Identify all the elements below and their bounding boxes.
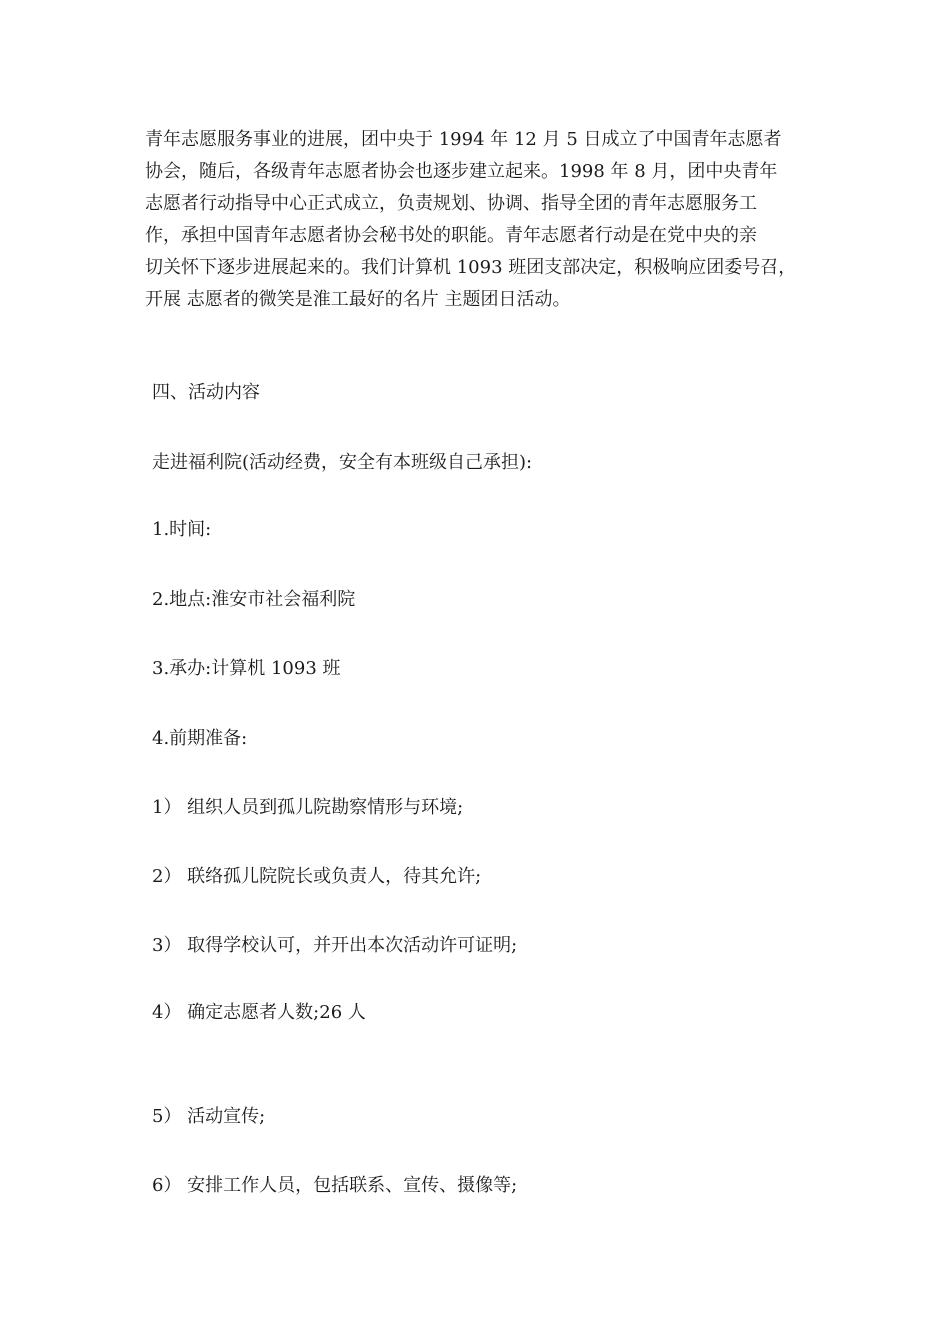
activity-subheading: 走进福利院(活动经费，安全有本班级自己承担):	[152, 452, 533, 473]
intro-paragraph	[145, 124, 835, 316]
section-heading: 四、活动内容	[152, 382, 260, 403]
prep-step-6: 6） 安排工作人员，包括联系、宣传、摄像等;	[152, 1175, 518, 1196]
prep-step-1: 1） 组织人员到孤儿院勘察情形与环境;	[152, 797, 464, 818]
prep-step-4: 4） 确定志愿者人数;26 人	[152, 1002, 366, 1023]
intro-line-6: 开展 志愿者的微笑是淮工最好的名片 主题团日活动。	[145, 289, 571, 310]
intro-line-5: 切关怀下逐步进展起来的。我们计算机 1093 班团支部决定，积极响应团委号召，	[145, 257, 797, 278]
intro-line-4: 作，承担中国青年志愿者协会秘书处的职能。青年志愿者行动是在党中央的亲	[145, 225, 757, 246]
intro-line-2: 协会，随后，各级青年志愿者协会也逐步建立起来。1998 年 8 月，团中央青年	[145, 161, 778, 182]
item-preparation: 4.前期准备:	[152, 728, 248, 749]
prep-step-2: 2） 联络孤儿院院长或负责人，待其允许;	[152, 866, 482, 887]
intro-line-1: 青年志愿服务事业的进展，团中央于 1994 年 12 月 5 日成立了中国青年志愿者	[145, 129, 782, 150]
item-organizer: 3.承办:计算机 1093 班	[152, 658, 341, 679]
prep-step-3: 3） 取得学校认可，并开出本次活动许可证明;	[152, 935, 518, 956]
item-location: 2.地点:淮安市社会福利院	[152, 589, 356, 610]
item-time: 1.时间:	[152, 519, 212, 540]
prep-step-5: 5） 活动宣传;	[152, 1106, 266, 1127]
intro-line-3: 志愿者行动指导中心正式成立，负责规划、协调、指导全团的青年志愿服务工	[145, 193, 757, 214]
